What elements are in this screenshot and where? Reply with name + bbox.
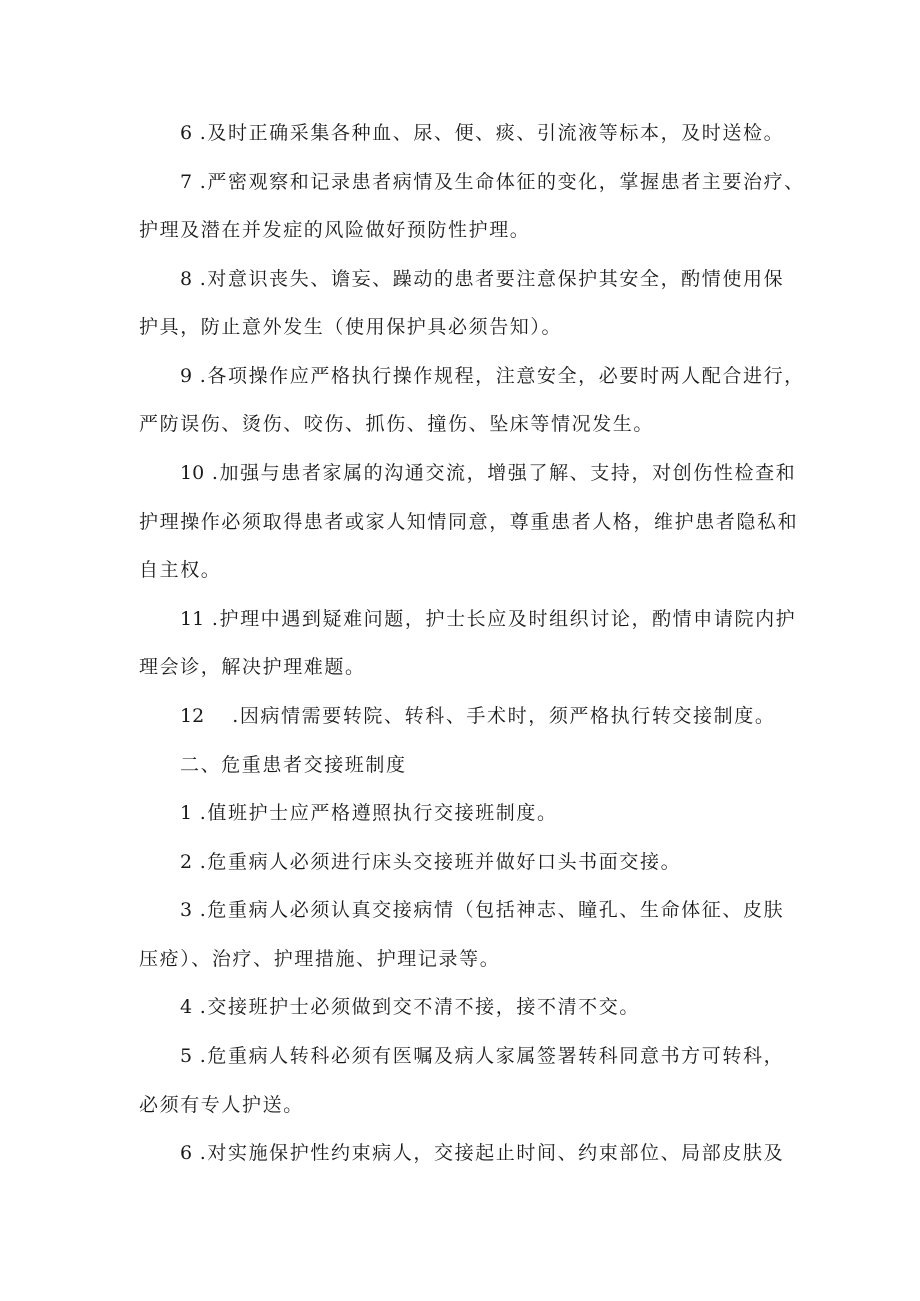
item-text-continuation: 护具，防止意外发生（使用保护具必须告知）。	[139, 316, 563, 338]
item-number: 10	[180, 462, 205, 484]
item-number: 4	[180, 996, 193, 1018]
list-item: 11 .护理中遇到疑难问题，护士长应及时组织讨论，酌情申请院内护	[180, 608, 797, 630]
item-text-continuation: 自主权。	[139, 559, 222, 581]
item-number: 11	[180, 608, 205, 630]
list-item: 6 .对实施保护性约束病人，交接起止时间、约束部位、局部皮肤及	[180, 1142, 785, 1164]
list-item: 3 .危重病人必须认真交接病情（包括神志、瞳孔、生命体征、皮肤	[180, 899, 785, 921]
item-text-continuation: 必须有专人护送。	[139, 1094, 304, 1116]
item-text-continuation: 严防误伤、烫伤、咬伤、抓伤、撞伤、坠床等情况发生。	[139, 413, 655, 435]
item-number: 6	[180, 1142, 193, 1164]
item-text: 交接班护士必须做到交不清不接，接不清不交。	[207, 996, 640, 1018]
list-item: 6 .及时正确采集各种血、尿、便、痰、引流液等标本，及时送检。	[180, 122, 785, 144]
list-item: 8 .对意识丧失、谵妄、躁动的患者要注意保护其安全，酌情使用保	[180, 268, 785, 290]
item-text: 护理中遇到疑难问题，护士长应及时组织讨论，酌情申请院内护	[219, 608, 797, 630]
item-text-continuation: 护理及潜在并发症的风险做好预防性护理。	[139, 219, 531, 241]
list-item: 7 .严密观察和记录患者病情及生命体征的变化，掌握患者主要治疗、	[180, 171, 805, 193]
item-text: 值班护士应严格遵照执行交接班制度。	[207, 802, 558, 824]
item-text-continuation: 理会诊，解决护理难题。	[139, 656, 366, 678]
item-text: 危重病人转科必须有医嘱及病人家属签署转科同意书方可转科，	[207, 1045, 785, 1067]
list-item: 10 .加强与患者家属的沟通交流，增强了解、支持，对创伤性检查和	[180, 462, 797, 484]
item-text: 因病情需要转院、转科、手术时，须严格执行转交接制度。	[239, 705, 776, 727]
item-text: 加强与患者家属的沟通交流，增强了解、支持，对创伤性检查和	[219, 462, 797, 484]
list-item: 2 .危重病人必须进行床头交接班并做好口头书面交接。	[180, 851, 682, 873]
item-text-continuation: 压疮）、治疗、护理措施、护理记录等。	[139, 948, 501, 970]
item-number: 2	[180, 851, 193, 873]
item-text: 对实施保护性约束病人，交接起止时间、约束部位、局部皮肤及	[207, 1142, 785, 1164]
item-text: 危重病人必须进行床头交接班并做好口头书面交接。	[207, 851, 682, 873]
item-number: 8	[180, 268, 193, 290]
item-text: 危重病人必须认真交接病情（包括神志、瞳孔、生命体征、皮肤	[207, 899, 785, 921]
item-number: 9	[180, 365, 193, 387]
list-item: 12 .因病情需要转院、转科、手术时，须严格执行转交接制度。	[180, 705, 776, 727]
item-number: 5	[180, 1045, 193, 1067]
item-text: 及时正确采集各种血、尿、便、痰、引流液等标本，及时送检。	[207, 122, 785, 144]
item-number: 12	[180, 705, 205, 727]
list-item: 5 .危重病人转科必须有医嘱及病人家属签署转科同意书方可转科，	[180, 1045, 785, 1067]
list-item: 4 .交接班护士必须做到交不清不接，接不清不交。	[180, 996, 640, 1018]
item-number: 1	[180, 802, 193, 824]
item-text-continuation: 护理操作必须取得患者或家人知情同意，尊重患者人格，维护患者隐私和	[139, 511, 799, 533]
item-number: 3	[180, 899, 193, 921]
item-number: 7	[180, 171, 193, 193]
section-heading: 二、危重患者交接班制度	[180, 754, 407, 776]
item-text: 对意识丧失、谵妄、躁动的患者要注意保护其安全，酌情使用保	[207, 268, 785, 290]
item-text: 严密观察和记录患者病情及生命体征的变化，掌握患者主要治疗、	[207, 171, 805, 193]
list-item: 1 .值班护士应严格遵照执行交接班制度。	[180, 802, 558, 824]
item-text: 各项操作应严格执行操作规程，注意安全，必要时两人配合进行，	[207, 365, 805, 387]
list-item: 9 .各项操作应严格执行操作规程，注意安全，必要时两人配合进行，	[180, 365, 805, 387]
item-number: 6	[180, 122, 193, 144]
